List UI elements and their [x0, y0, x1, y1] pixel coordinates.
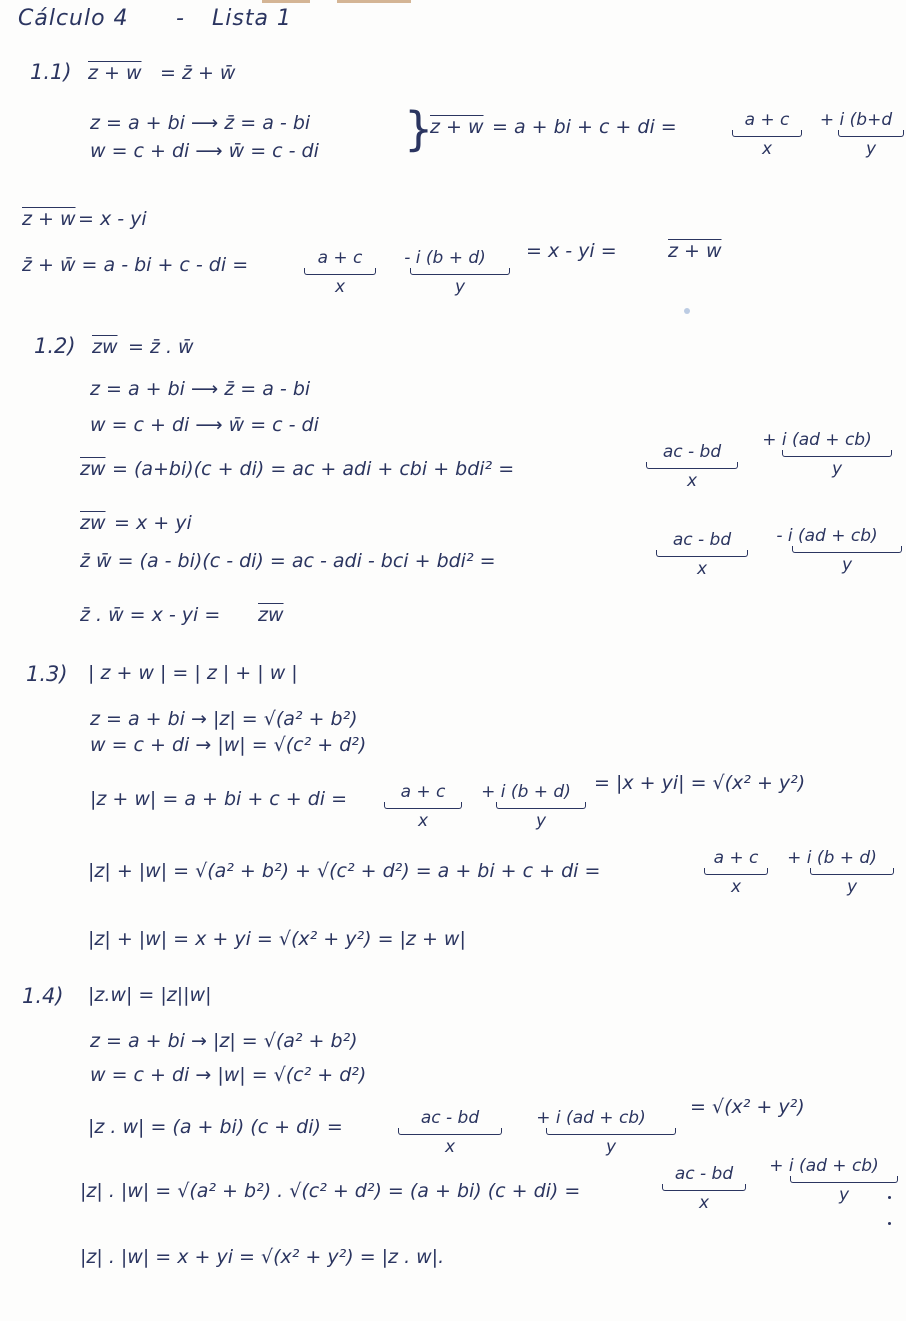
- ink-smudge: [684, 308, 690, 314]
- underbrace-real: a + c x: [304, 248, 376, 297]
- underbrace-imag: + i (b + d) y: [466, 782, 586, 831]
- w-definition: w = c + di ⟶ w̄ = c - di: [90, 140, 319, 162]
- line2-lhs: $\overline{zw}$: [80, 512, 106, 534]
- line4: z̄ . w̄ = x - yi =: [80, 604, 221, 626]
- underbrace-real: ac - bd x: [398, 1108, 502, 1157]
- claim-rhs: = z̄ + w̄: [160, 62, 236, 84]
- line1: |z + w| = a + bi + c + di =: [90, 788, 348, 810]
- underbrace-imag: + i (b + d) y: [770, 848, 894, 897]
- prod-rhs: = (a+bi)(c + di) = ac + adi + cbi + bdi² =: [112, 458, 515, 480]
- underbrace-imag: + i (ad + cb) y: [750, 1156, 898, 1205]
- claim-lhs: z + w: [88, 62, 142, 84]
- page-title: Cálculo 4: [18, 6, 129, 31]
- brace-right: }: [404, 102, 434, 156]
- title-dash: -: [176, 6, 185, 31]
- underbrace-real: a + c x: [704, 848, 768, 897]
- line3-tail: = x - yi =: [526, 240, 617, 262]
- z-definition: z = a + bi → |z| = √(a² + b²): [90, 708, 358, 730]
- underbrace-imag: + i (b+d y: [808, 110, 904, 159]
- line1-tail: = √(x² + y²): [690, 1096, 805, 1118]
- line3-end: z + w: [668, 240, 722, 262]
- section-label-1-4: 1.4): [22, 984, 64, 1008]
- line2-rhs: = x - yi: [78, 208, 147, 230]
- section-label-1-1: 1.1): [30, 60, 72, 84]
- line1: |z . w| = (a + bi) (c + di) =: [88, 1116, 343, 1138]
- z-definition: z = a + bi → |z| = √(a² + b²): [90, 1030, 358, 1052]
- line1-tail: = |x + yi| = √(x² + y²): [594, 772, 806, 794]
- claim: |z.w| = |z||w|: [88, 984, 212, 1006]
- underbrace-real: a + c x: [384, 782, 462, 831]
- w-definition: w = c + di → |w| = √(c² + d²): [90, 1064, 367, 1086]
- underbrace-real: ac - bd x: [662, 1164, 746, 1213]
- prod-lhs: $\overline{zw}$: [80, 458, 106, 480]
- underbrace-real: a + c x: [732, 110, 802, 159]
- underbrace-imag: - i (ad + cb) y: [752, 526, 902, 575]
- line3: |z| . |w| = x + yi = √(x² + y²) = |z . w|.: [80, 1246, 445, 1268]
- sum-lhs: z + w: [430, 116, 484, 138]
- underbrace-imag: - i (b + d) y: [380, 248, 510, 297]
- claim-rhs: = z̄ . w̄: [128, 336, 194, 358]
- line2-lhs: z + w: [22, 208, 76, 230]
- z-definition: z = a + bi ⟶ z̄ = a - bi: [90, 112, 311, 134]
- ink-dot: [888, 1196, 891, 1199]
- underbrace-imag: + i (ad + cb) y: [742, 430, 892, 479]
- w-definition: w = c + di ⟶ w̄ = c - di: [90, 414, 319, 436]
- line2: |z| + |w| = √(a² + b²) + √(c² + d²) = a + bi + c + di =: [88, 860, 601, 882]
- section-label-1-2: 1.2): [34, 334, 76, 358]
- claim-lhs: $\overline{zw}$: [92, 336, 118, 358]
- paper-edge-mark: [262, 0, 310, 3]
- line3: z̄ + w̄ = a - bi + c - di =: [22, 254, 249, 276]
- underbrace-real: ac - bd x: [656, 530, 748, 579]
- paper-edge-mark: [337, 0, 411, 3]
- ink-dot: [888, 1222, 891, 1225]
- sum-rhs: = a + bi + c + di =: [492, 116, 677, 138]
- line2-rhs: = x + yi: [114, 512, 192, 534]
- underbrace-imag: + i (ad + cb) y: [506, 1108, 676, 1157]
- z-definition: z = a + bi ⟶ z̄ = a - bi: [90, 378, 311, 400]
- line3: z̄ w̄ = (a - bi)(c - di) = ac - adi - bci + bdi² =: [80, 550, 496, 572]
- underbrace-real: ac - bd x: [646, 442, 738, 491]
- claim: | z + w | = | z | + | w |: [88, 662, 298, 684]
- section-label-1-3: 1.3): [26, 662, 68, 686]
- line4-end: $\overline{zw}$: [258, 604, 284, 626]
- page-subtitle: Lista 1: [212, 6, 292, 31]
- line3: |z| + |w| = x + yi = √(x² + y²) = |z + w|: [88, 928, 466, 950]
- line2: |z| . |w| = √(a² + b²) . √(c² + d²) = (a + bi) (c + di) =: [80, 1180, 581, 1202]
- w-definition: w = c + di → |w| = √(c² + d²): [90, 734, 367, 756]
